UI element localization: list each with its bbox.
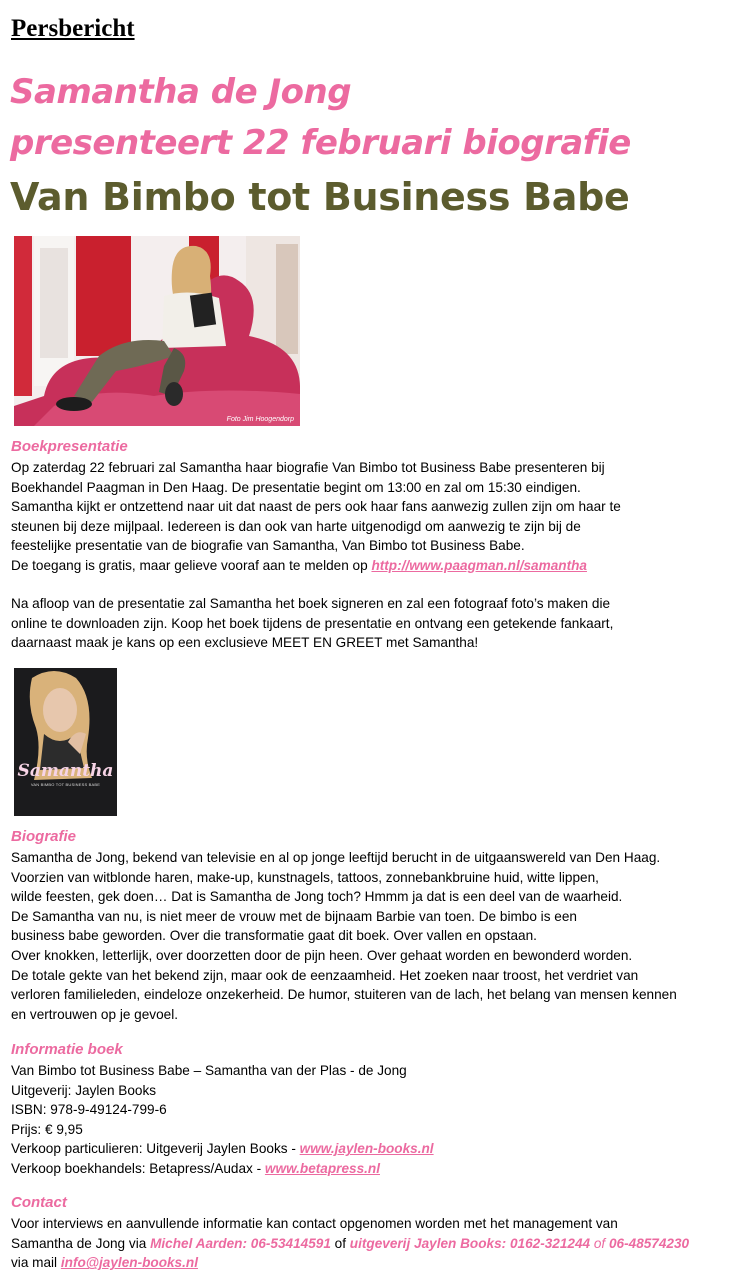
biography-paragraph xyxy=(11,848,733,1024)
book-info-block xyxy=(11,1061,733,1179)
contact-line xyxy=(11,1253,733,1273)
paragraph-line: Voorzien van witblonde haren, make-up, kunstnagels, tattoos, zonnebankbruine huid, witte lippen, xyxy=(11,869,599,885)
section-heading-contact: Contact xyxy=(11,1194,67,1211)
book-title-line: Van Bimbo tot Business Babe – Samantha van der Plas - de Jong xyxy=(11,1063,407,1078)
publisher-phone: 06-48574230 xyxy=(608,1235,690,1251)
section-heading-biografie: Biografie xyxy=(11,828,77,845)
paragraph-line: De Samantha van nu, is niet meer de vrouw met de bijnaam Barbie van toen. De bimbo is een xyxy=(11,908,577,924)
document-label: Persbericht xyxy=(11,15,135,42)
paragraph-line: Op zaterdag 22 februari zal Samantha haar biografie Van Bimbo tot Business Babe presenteren bij xyxy=(11,460,605,475)
cover-illustration xyxy=(14,668,117,816)
book-title: Van Bimbo tot Business Babe xyxy=(10,175,630,219)
samantha-photo xyxy=(14,236,300,426)
cover-title: Samantha xyxy=(17,761,114,781)
paragraph-line: wilde feesten, gek doen… Dat is Samantha de Jong toch? Hmmm ja dat is een deel van de waarheid. xyxy=(11,889,623,905)
publisher-line: Uitgeverij: Jaylen Books xyxy=(11,1082,157,1098)
jaylen-books-link[interactable]: www.jaylen-books.nl xyxy=(299,1141,434,1157)
paragraph-line: Over knokken, letterlijk, over doorzetten door de pijn heen. Over gehaat worden en bewonderd worden. xyxy=(11,947,633,963)
book-cover xyxy=(14,668,117,816)
paragraph-line: verloren familieleden, eindeloze onzekerheid. De humor, stuiteren van de lach, het belang van mensen kennen xyxy=(11,987,677,1003)
shop-sales-text: Verkoop boekhandels: Betapress/Audax - xyxy=(11,1160,265,1176)
publisher-contact: uitgeverij Jaylen Books: 0162-321244 xyxy=(349,1235,591,1251)
mail-text: via mail xyxy=(11,1255,61,1271)
paragraph-line: online te downloaden zijn. Koop het boek tijdens de presentatie en ontvang een getekende fankaart, xyxy=(11,615,614,631)
private-sales-text: Verkoop particulieren: Uitgeverij Jaylen Books - xyxy=(11,1141,300,1157)
access-line xyxy=(11,556,733,576)
access-text: De toegang is gratis, maar gelieve vooraf aan te melden op xyxy=(11,557,372,573)
section-heading-informatie: Informatie boek xyxy=(11,1041,123,1058)
paagman-link[interactable]: http://www.paagman.nl/samantha xyxy=(371,557,587,573)
contact-text: Samantha de Jong via xyxy=(11,1235,151,1251)
paragraph-line: Boekhandel Paagman in Den Haag. De presentatie begint om 13:00 en zal om 15:30 eindigen. xyxy=(11,479,581,495)
isbn-line: ISBN: 978-9-49124-799-6 xyxy=(11,1102,167,1118)
section-heading-boekpresentatie: Boekpresentatie xyxy=(11,438,128,455)
paragraph-line: De totale gekte van het bekend zijn, maar ook de eenzaamheid. Het zoeken naar troost, het verdriet van xyxy=(11,967,639,983)
paragraph-line: daarnaast maak je kans op een exclusieve MEET EN GREET met Samantha! xyxy=(11,635,479,651)
cover-subtitle: VAN BIMBO TOT BUSINESS BABE xyxy=(30,782,101,787)
paragraph-line: Samantha de Jong, bekend van televisie en al op jonge leeftijd berucht in de uitgaanswereld van Den Haag. xyxy=(11,850,661,865)
manager-contact: Michel Aarden: 06-53414591 xyxy=(150,1235,331,1251)
paragraph-line: en vertrouwen op je gevoel. xyxy=(11,1006,179,1022)
presentation-paragraph xyxy=(11,458,733,576)
contact-line xyxy=(11,1234,733,1254)
signing-paragraph xyxy=(11,594,733,653)
contact-line: Voor interviews en aanvullende informatie kan contact opgenomen worden met het management van xyxy=(11,1216,618,1231)
paragraph-line: business babe geworden. Over die transformatie gaat dit boek. Over vallen en opstaan. xyxy=(11,928,537,944)
paragraph-line: feestelijke presentatie van de biografie van Samantha, Van Bimbo tot Business Babe. xyxy=(11,538,525,554)
photo-illustration xyxy=(14,236,300,426)
or-text: of xyxy=(590,1235,609,1251)
headline-line-2: presenteert 22 februari biografie xyxy=(10,123,631,163)
photo-credit: Foto Jim Hoogendorp xyxy=(226,416,294,423)
headline-line-1: Samantha de Jong xyxy=(10,72,352,112)
paragraph-line: steunen bij deze mijlpaal. Iedereen is dan ook van harte uitgenodigd om aanwezig te zijn bij de xyxy=(11,518,581,534)
price-line: Prijs: € 9,95 xyxy=(11,1121,83,1137)
betapress-link[interactable]: www.betapress.nl xyxy=(264,1160,380,1176)
email-link[interactable]: info@jaylen-books.nl xyxy=(60,1255,198,1271)
shop-sales-line xyxy=(11,1159,733,1179)
paragraph-line: Samantha kijkt er ontzettend naar uit dat naast de pers ook haar fans aanwezig zullen zijn om haar te xyxy=(11,499,621,515)
private-sales-line xyxy=(11,1139,733,1159)
or-text: of xyxy=(330,1235,350,1251)
paragraph-line: Na afloop van de presentatie zal Samantha het boek signeren en zal een fotograaf foto’s maken die xyxy=(11,596,611,611)
contact-block xyxy=(11,1214,733,1273)
